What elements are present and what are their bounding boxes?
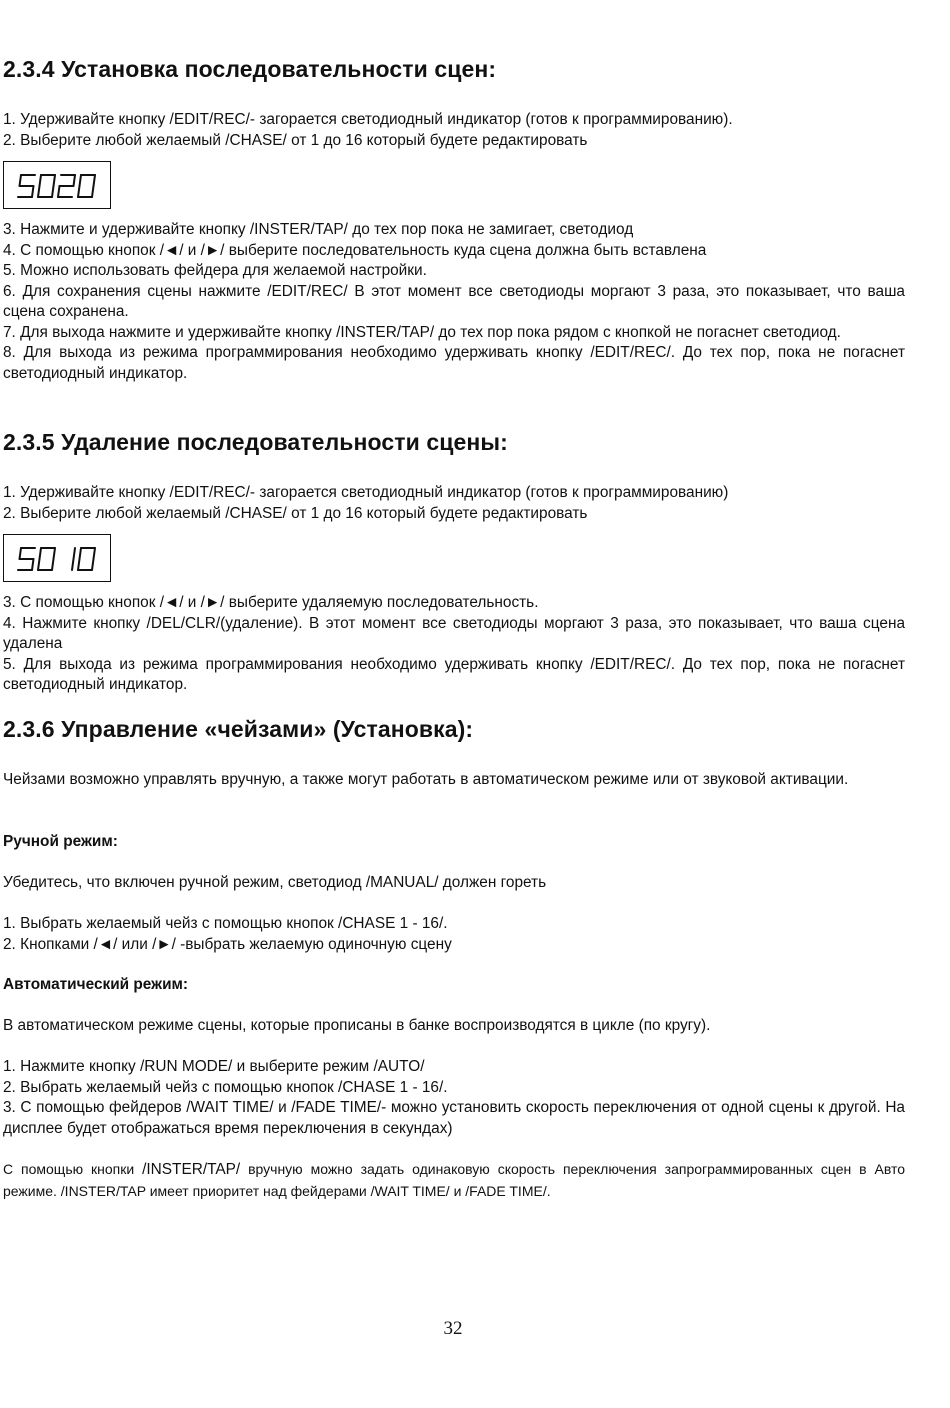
auto-mode-title: Автоматический режим:: [3, 976, 189, 993]
step-text: 1. Выбрать желаемый чейз с помощью кнопок /CHASE 1 - 16/.: [3, 915, 448, 932]
chase-intro: [3, 770, 905, 791]
lcd-segment: [78, 559, 80, 570]
step-text: 4. С помощью кнопок /◄/ и /►/ выберите последовательность куда сцена должна быть вставлена: [3, 241, 707, 259]
manual-mode-title: Ручной режим:: [3, 833, 118, 850]
lcd-display-5020: [3, 161, 111, 209]
note-button-name: /INSTER/TAP/: [142, 1161, 241, 1178]
lcd-segment: [32, 559, 34, 570]
step-text: 2. Выбрать желаемый чейз с помощью кнопок /CHASE 1 - 16/.: [3, 1078, 448, 1096]
note-prefix: С помощью кнопки: [3, 1161, 143, 1177]
intro-text: Чейзами возможно управлять вручную, а также могут работать в автоматическом режиме или от звуковой активации.: [3, 771, 849, 788]
lcd-segment: [94, 175, 96, 186]
step-text: 5. Для выхода из режима программирования необходимо удерживать кнопку /EDIT/REC/. До тех пор, пока не погаснет светодиодный индикатор.: [3, 655, 905, 693]
section-heading-2-3-4: 2.3.4 Установка последовательности сцен:: [3, 56, 497, 82]
lcd-segment: [38, 186, 40, 197]
lcd-segment: [20, 548, 22, 559]
step-text: 6. Для сохранения сцены нажмите /EDIT/REC/ В этот момент все светодиоды моргают 3 раза, это показывает, что ваша сцена сохранена.: [3, 282, 905, 320]
step-text: 2. Выберите любой желаемый /CHASE/ от 1 до 16 который будете редактировать: [3, 131, 588, 149]
lcd-segment: [74, 175, 76, 186]
lcd-segment: [38, 559, 40, 570]
lcd-segment: [80, 175, 82, 186]
section-2-3-5-steps-1-2: [3, 483, 905, 524]
step-text: 7. Для выхода нажмите и удерживайте кнопку /INSTER/TAP/ до тех пор пока рядом с кнопкой не погаснет светодиод.: [3, 323, 841, 341]
step-text: 5. Можно использовать фейдера для желаемой настройки.: [3, 262, 427, 279]
step-text: 8. Для выхода из режима программирования необходимо удерживать кнопку /EDIT/REC/. До тех пор, пока не погаснет светодиодный индикатор.: [3, 344, 905, 382]
step-text: 3. С помощью кнопок /◄/ и /►/ выберите удаляемую последовательность.: [3, 594, 539, 611]
lcd-segment: [32, 186, 34, 197]
page-number: 32: [443, 1318, 463, 1339]
seven-segment-digits: [4, 162, 112, 210]
step-text: 4. Нажмите кнопку /DEL/CLR/(удаление). В этот момент все светодиоды моргают 3 раза, это показывает, что ваша сцена удалена: [3, 614, 905, 652]
seven-segment-digits: [4, 535, 112, 583]
lcd-segment: [54, 175, 56, 186]
section-2-3-4-steps-1-2: [3, 110, 905, 151]
step-text: 2. Выберите любой желаемый /CHASE/ от 1 до 16 который будете редактировать: [3, 504, 588, 522]
lcd-segment: [52, 186, 54, 197]
lcd-segment: [78, 186, 80, 197]
step-text: 1. Нажмите кнопку /RUN MODE/ и выберите режим /AUTO/: [3, 1058, 425, 1075]
lcd-segment: [80, 548, 82, 559]
section-2-3-5-steps-3-5: [3, 593, 905, 696]
auto-mode-steps: [3, 1057, 905, 1139]
lcd-segment: [52, 559, 54, 570]
step-text: 3. С помощью фейдеров /WAIT TIME/ и /FADE TIME/- можно установить скорость переключения от одной сцены к другой. На дисплее будет отображаться время переключения в секундах): [3, 1099, 905, 1137]
manual-mode-steps: [3, 914, 905, 955]
step-text: 1. Удерживайте кнопку /EDIT/REC/- загорается светодиодный индикатор (готов к программированию).: [3, 111, 733, 128]
lcd-segment: [92, 559, 94, 570]
manual-mode-text: Убедитесь, что включен ручной режим, светодиод /MANUAL/ должен гореть: [3, 874, 547, 891]
section-heading-2-3-6: 2.3.6 Управление «чейзами» (Установка):: [3, 716, 474, 742]
lcd-segment: [58, 186, 60, 197]
step-text: 1. Удерживайте кнопку /EDIT/REC/- загорается светодиодный индикатор (готов к программированию): [3, 484, 729, 501]
auto-mode-text: В автоматическом режиме сцены, которые прописаны в банке воспроизводятся в цикле (по кругу).: [3, 1017, 711, 1034]
lcd-segment: [94, 548, 96, 559]
section-heading-2-3-5: 2.3.5 Удаление последовательности сцены:: [3, 429, 508, 455]
step-text: 3. Нажмите и удерживайте кнопку /INSTER/TAP/ до тех пор пока не замигает, светодиод: [3, 221, 634, 238]
lcd-segment: [72, 559, 74, 570]
lcd-segment: [40, 175, 42, 186]
step-text: 2. Кнопками /◄/ или /►/ -выбрать желаемую одиночную сцену: [3, 935, 452, 953]
lcd-segment: [74, 548, 76, 559]
note-rest: вручную можно задать одинаковую скорость переключения запрограммированных сцен в Авто режиме. /INSTER/TAP имеет приоритет над фейдерами /WAIT TIME/ и /FADE TIME/.: [3, 1161, 905, 1199]
lcd-segment: [20, 175, 22, 186]
lcd-segment: [40, 548, 42, 559]
section-2-3-4-steps-3-8: [3, 220, 905, 384]
inster-tap-note: [3, 1159, 905, 1201]
lcd-display-5010: [3, 534, 111, 582]
lcd-segment: [54, 548, 56, 559]
lcd-segment: [92, 186, 94, 197]
